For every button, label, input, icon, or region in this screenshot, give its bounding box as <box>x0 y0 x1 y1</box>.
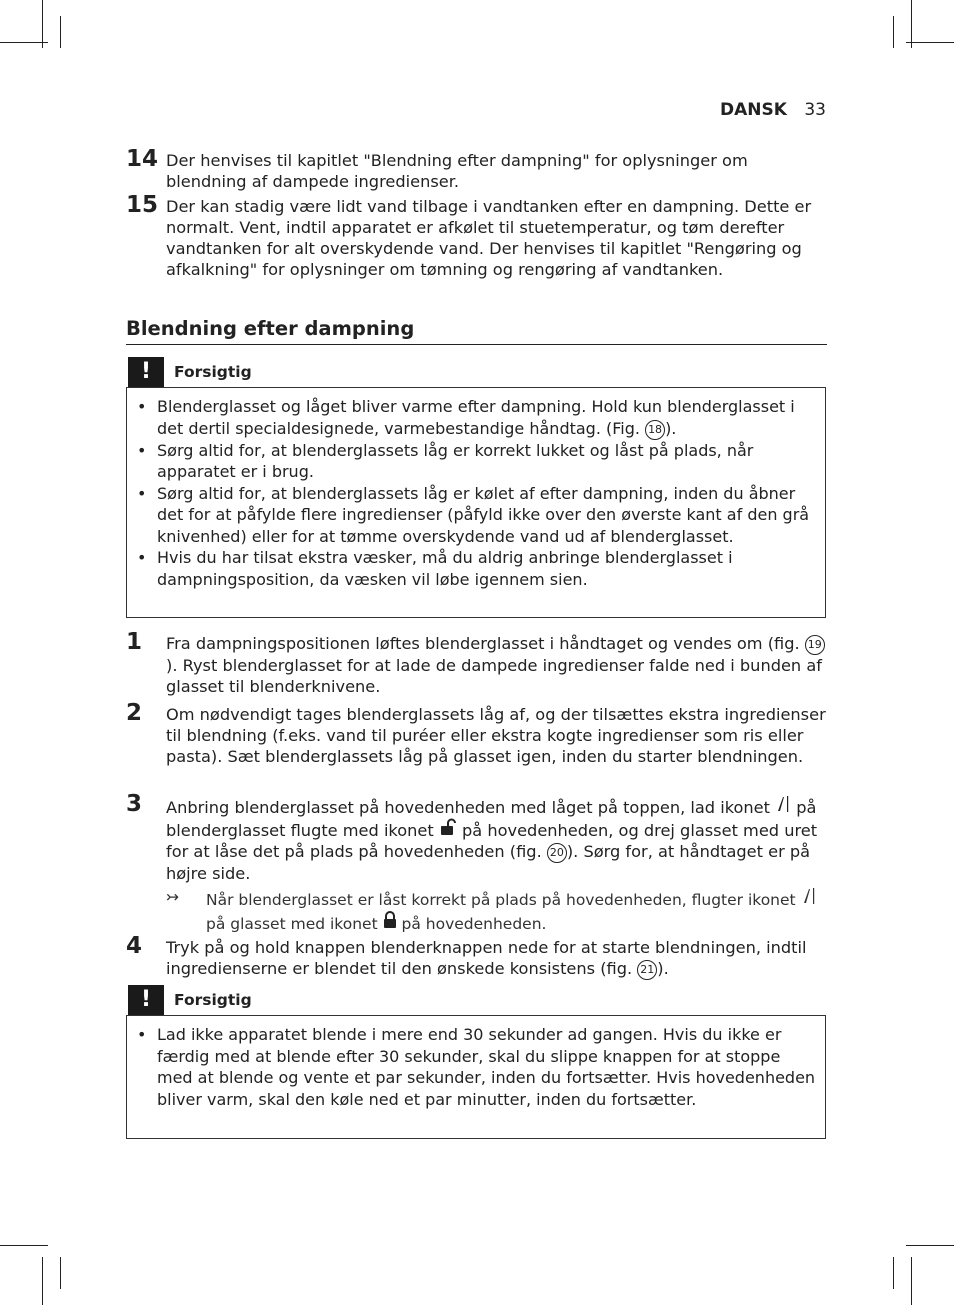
step-number: 2 <box>126 700 143 726</box>
section-title: Blendning efter dampning <box>126 317 827 345</box>
step-number: 4 <box>126 933 143 959</box>
crop-mark <box>911 0 912 48</box>
figure-ref: 18 <box>645 420 665 440</box>
caution-item: • Lad ikke apparatet blende i mere end 30 sekunder ad gangen. Hvis du ikke er færdig med at blende efter 30 sekunder, skal du slippe knappen for at stoppe med at blende og vente et par sekunder, inden du fortsætter. Hvis hovedenheden bliver varm, skal den køle ned et par minutter, inden du fortsætter. <box>135 1024 817 1110</box>
step-text: Anbring blenderglasset på hovedenheden med låget på toppen, lad ikonet på blenderglasset flugte med ikonet på hovedenheden, og drej glasset med uret for at låse det på plads på hovedenheden (fig. 20 ). Sørg for, at håndtaget er på højre side. <box>166 795 826 884</box>
result-arrow-icon: ↣ <box>166 888 179 906</box>
step-text: Om nødvendigt tages blenderglassets låg af, og der tilsættes ekstra ingredienser til blendning (f.eks. vand til puréer eller ekstra kogte ingredienser som ris eller pasta). Sæt blenderglassets låg på glasset igen, inden du starter blendningen. <box>166 705 826 766</box>
caution-item: • Hvis du har tilsat ekstra væsker, må du aldrig anbringe blenderglasset i dampningsposition, da væsken vil løbe igennem sien. <box>135 547 817 590</box>
unlock-icon <box>439 818 457 841</box>
page-number: 33 <box>804 100 826 120</box>
crop-mark <box>0 42 48 43</box>
step-text: Der henvises til kapitlet "Blendning efter dampning" for oplysninger om blendning af dampede ingredienser. <box>166 151 748 191</box>
caution-box <box>126 387 826 618</box>
language-label: DANSK <box>720 100 787 120</box>
crop-mark <box>893 1257 894 1289</box>
step-number: 15 <box>126 192 159 218</box>
caution-header <box>126 985 827 1015</box>
step-number: 1 <box>126 629 143 655</box>
figure-ref: 20 <box>547 843 567 863</box>
caution-item: • Sørg altid for, at blenderglassets låg er korrekt lukket og låst på plads, når apparatet er i brug. <box>135 440 817 483</box>
step-2 <box>126 700 826 767</box>
step-3 <box>126 791 826 884</box>
page-header <box>720 100 826 120</box>
exclamation-icon: ! <box>128 985 164 1015</box>
caution-item: • Sørg altid for, at blenderglassets låg er kølet af efter dampning, inden du åbner det for at påfylde flere ingredienser (påfyld ikke over den øverste kant af den grå knivenhed) eller for at tømme overskydende vand ud af blenderglasset. <box>135 483 817 548</box>
crop-mark <box>60 1257 61 1289</box>
caution-header <box>126 357 827 387</box>
lock-icon <box>383 911 397 935</box>
blender-glass-icon <box>801 887 817 911</box>
crop-mark <box>911 1257 912 1305</box>
step-text: Der kan stadig være lidt vand tilbage i vandtanken efter en dampning. Dette er normalt. Vent, indtil apparatet er afkølet til stuetemperatur, og tøm derefter vandtanken for alt overskydende vand. Der henvises til kapitlet "Rengøring og afkalkning" for oplysninger om tømning og rengøring af vandtanken. <box>166 197 812 279</box>
exclamation-icon: ! <box>128 357 164 387</box>
step-14 <box>126 146 826 192</box>
figure-ref: 21 <box>637 960 657 980</box>
step-15 <box>126 192 826 280</box>
step-4 <box>126 933 826 980</box>
step-text: Fra dampningspositionen løftes blenderglasset i håndtaget og vendes om (fig. 19). Ryst blenderglasset for at lade de dampede ingredienser falde ned i bunden af glasset til blenderknivene. <box>166 633 826 697</box>
figure-ref: 19 <box>805 635 825 655</box>
blender-glass-icon <box>775 795 791 818</box>
caution-label: Forsigtig <box>174 991 252 1009</box>
crop-mark <box>0 1245 48 1246</box>
crop-mark <box>906 42 954 43</box>
step-text: Tryk på og hold knappen blenderknappen nede for at starte blendningen, indtil ingredienserne er blendet til den ønskede konsistens (fig. 21 ). <box>166 938 807 978</box>
crop-mark <box>906 1245 954 1246</box>
crop-mark <box>42 0 43 48</box>
step-1 <box>126 629 826 697</box>
step-number: 14 <box>126 146 159 172</box>
step-3-result: ↣ Når blenderglasset er låst korrekt på plads på hovedenheden, flugter ikonet på glasset med ikonet på hovedenheden. <box>166 887 826 935</box>
crop-mark <box>893 16 894 48</box>
caution-label: Forsigtig <box>174 363 252 381</box>
caution-item: • Blenderglasset og låget bliver varme efter dampning. Hold kun blenderglasset i det dertil specialdesignede, varmebestandige håndtag. (Fig. 18 ). <box>135 396 817 440</box>
crop-mark <box>60 16 61 48</box>
caution-box <box>126 1015 826 1139</box>
step-number: 3 <box>126 791 143 817</box>
crop-mark <box>42 1257 43 1305</box>
